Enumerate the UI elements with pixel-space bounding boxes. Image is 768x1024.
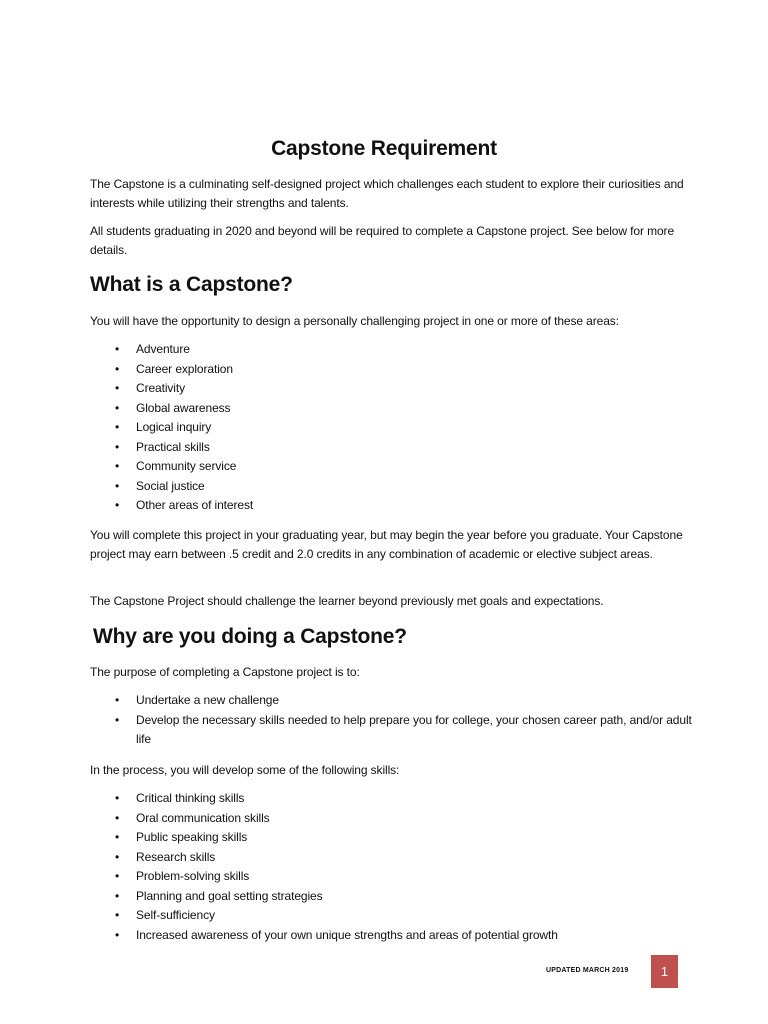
list-item: • Adventure (115, 340, 706, 360)
list-item: • Oral communication skills (115, 809, 706, 829)
intro-paragraph: The Capstone is a culminating self-designed project which challenges each student to explore their curiosities and interests while utilizing their strengths and talents. (90, 177, 684, 210)
list-item: • Creativity (115, 379, 706, 399)
body-paragraph: You will complete this project in your graduating year, but may begin the year before you graduate. Your Capstone project may earn between .5 credit and 2.0 credits in any combination of academic or elective subject areas. (90, 528, 683, 561)
list-item: • Problem-solving skills (115, 867, 706, 887)
page-number-badge: 1 (651, 955, 678, 988)
list-item: • Public speaking skills (115, 828, 706, 848)
list-item: • Develop the necessary skills needed to help prepare you for college, your chosen career path, and/or adult life (115, 711, 706, 750)
section-lead: You will have the opportunity to design a personally challenging project in one or more of these areas: (90, 314, 619, 328)
section-lead: The purpose of completing a Capstone project is to: (90, 665, 360, 679)
document-title: Capstone Requirement (271, 137, 497, 160)
footer-updated: UPDATED MARCH 2019 (546, 967, 629, 974)
list-item: • Other areas of interest (115, 496, 706, 516)
list-item: • Social justice (115, 477, 706, 497)
list-item: • Career exploration (115, 360, 706, 380)
list-item: • Community service (115, 457, 706, 477)
list-item: • Planning and goal setting strategies (115, 887, 706, 907)
section-heading-what: What is a Capstone? (90, 273, 293, 296)
list-item: • Logical inquiry (115, 418, 706, 438)
body-paragraph: The Capstone Project should challenge the learner beyond previously met goals and expectations. (90, 594, 604, 608)
section-heading-why: Why are you doing a Capstone? (93, 625, 407, 648)
intro-paragraph: All students graduating in 2020 and beyond will be required to complete a Capstone project. See below for more details. (90, 224, 675, 257)
list-item: • Global awareness (115, 399, 706, 419)
skills-list (115, 789, 706, 945)
list-item: • Research skills (115, 848, 706, 868)
skills-lead: In the process, you will develop some of the following skills: (90, 763, 400, 777)
areas-list (115, 340, 706, 516)
list-item: • Undertake a new challenge (115, 691, 706, 711)
list-item: • Practical skills (115, 438, 706, 458)
list-item: • Critical thinking skills (115, 789, 706, 809)
list-item: • Self-sufficiency (115, 906, 706, 926)
purposes-list (115, 691, 706, 750)
list-item: • Increased awareness of your own unique strengths and areas of potential growth (115, 926, 706, 946)
